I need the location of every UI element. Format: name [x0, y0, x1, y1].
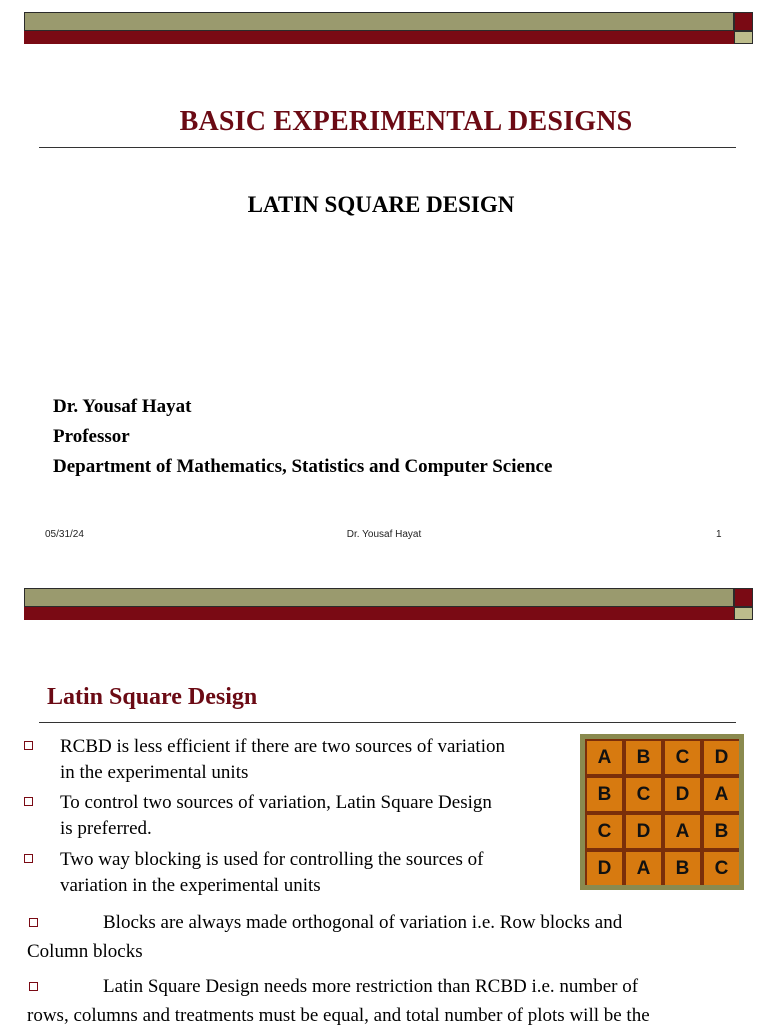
- author-role: Professor: [53, 426, 130, 447]
- latin-square-cell: B: [587, 778, 622, 811]
- latin-square-cell: C: [665, 741, 700, 774]
- header-bar: [24, 588, 753, 620]
- slide-2: [0, 576, 768, 1024]
- slide-title: BASIC EXPERIMENTAL DESIGNS: [179, 106, 633, 137]
- latin-square-cell: B: [704, 815, 739, 848]
- author-department: Department of Mathematics, Statistics and Computer Science: [53, 456, 553, 477]
- square-bullet-icon: [29, 982, 38, 991]
- square-bullet-icon: [24, 741, 33, 750]
- bullet-line: is preferred.: [60, 818, 152, 839]
- bullet-line: RCBD is less efficient if there are two sources of variation: [60, 736, 505, 757]
- title-divider: [39, 147, 736, 148]
- footer-date: 05/31/24: [45, 529, 84, 540]
- bullet-line: Two way blocking is used for controlling the sources of: [60, 849, 484, 870]
- bullet-line: Column blocks: [27, 941, 143, 962]
- latin-square-cell: D: [665, 778, 700, 811]
- latin-square-cell: B: [665, 852, 700, 885]
- author-name: Dr. Yousaf Hayat: [53, 396, 192, 417]
- slide-subtitle: LATIN SQUARE DESIGN: [247, 192, 515, 217]
- latin-square-cell: C: [587, 815, 622, 848]
- slide-title: Latin Square Design: [47, 684, 258, 710]
- square-bullet-icon: [24, 854, 33, 863]
- footer-page-number: 1: [716, 529, 722, 540]
- square-bullet-icon: [29, 918, 38, 927]
- footer-author: Dr. Yousaf Hayat: [346, 529, 422, 540]
- latin-square-cell: D: [704, 741, 739, 774]
- latin-square-cell: D: [626, 815, 661, 848]
- title-divider: [39, 722, 736, 723]
- latin-square-grid: [580, 734, 744, 890]
- latin-square-cell: A: [587, 741, 622, 774]
- bullet-line: Blocks are always made orthogonal of variation i.e. Row blocks and: [103, 912, 623, 933]
- bullet-line: variation in the experimental units: [60, 875, 321, 896]
- square-bullet-icon: [24, 797, 33, 806]
- latin-square-cell: A: [665, 815, 700, 848]
- latin-square-cell: C: [704, 852, 739, 885]
- bullet-line: Latin Square Design needs more restriction than RCBD i.e. number of: [103, 976, 639, 997]
- latin-square-cell: B: [626, 741, 661, 774]
- bullet-line: in the experimental units: [60, 762, 249, 783]
- bullet-line: rows, columns and treatments must be equal, and total number of plots will be the: [27, 1005, 650, 1026]
- latin-square-cell: A: [704, 778, 739, 811]
- latin-square-cell: A: [626, 852, 661, 885]
- latin-square-cell: C: [626, 778, 661, 811]
- bullet-line: To control two sources of variation, Latin Square Design: [60, 792, 492, 813]
- header-bar: [24, 12, 753, 44]
- latin-square-cell: D: [587, 852, 622, 885]
